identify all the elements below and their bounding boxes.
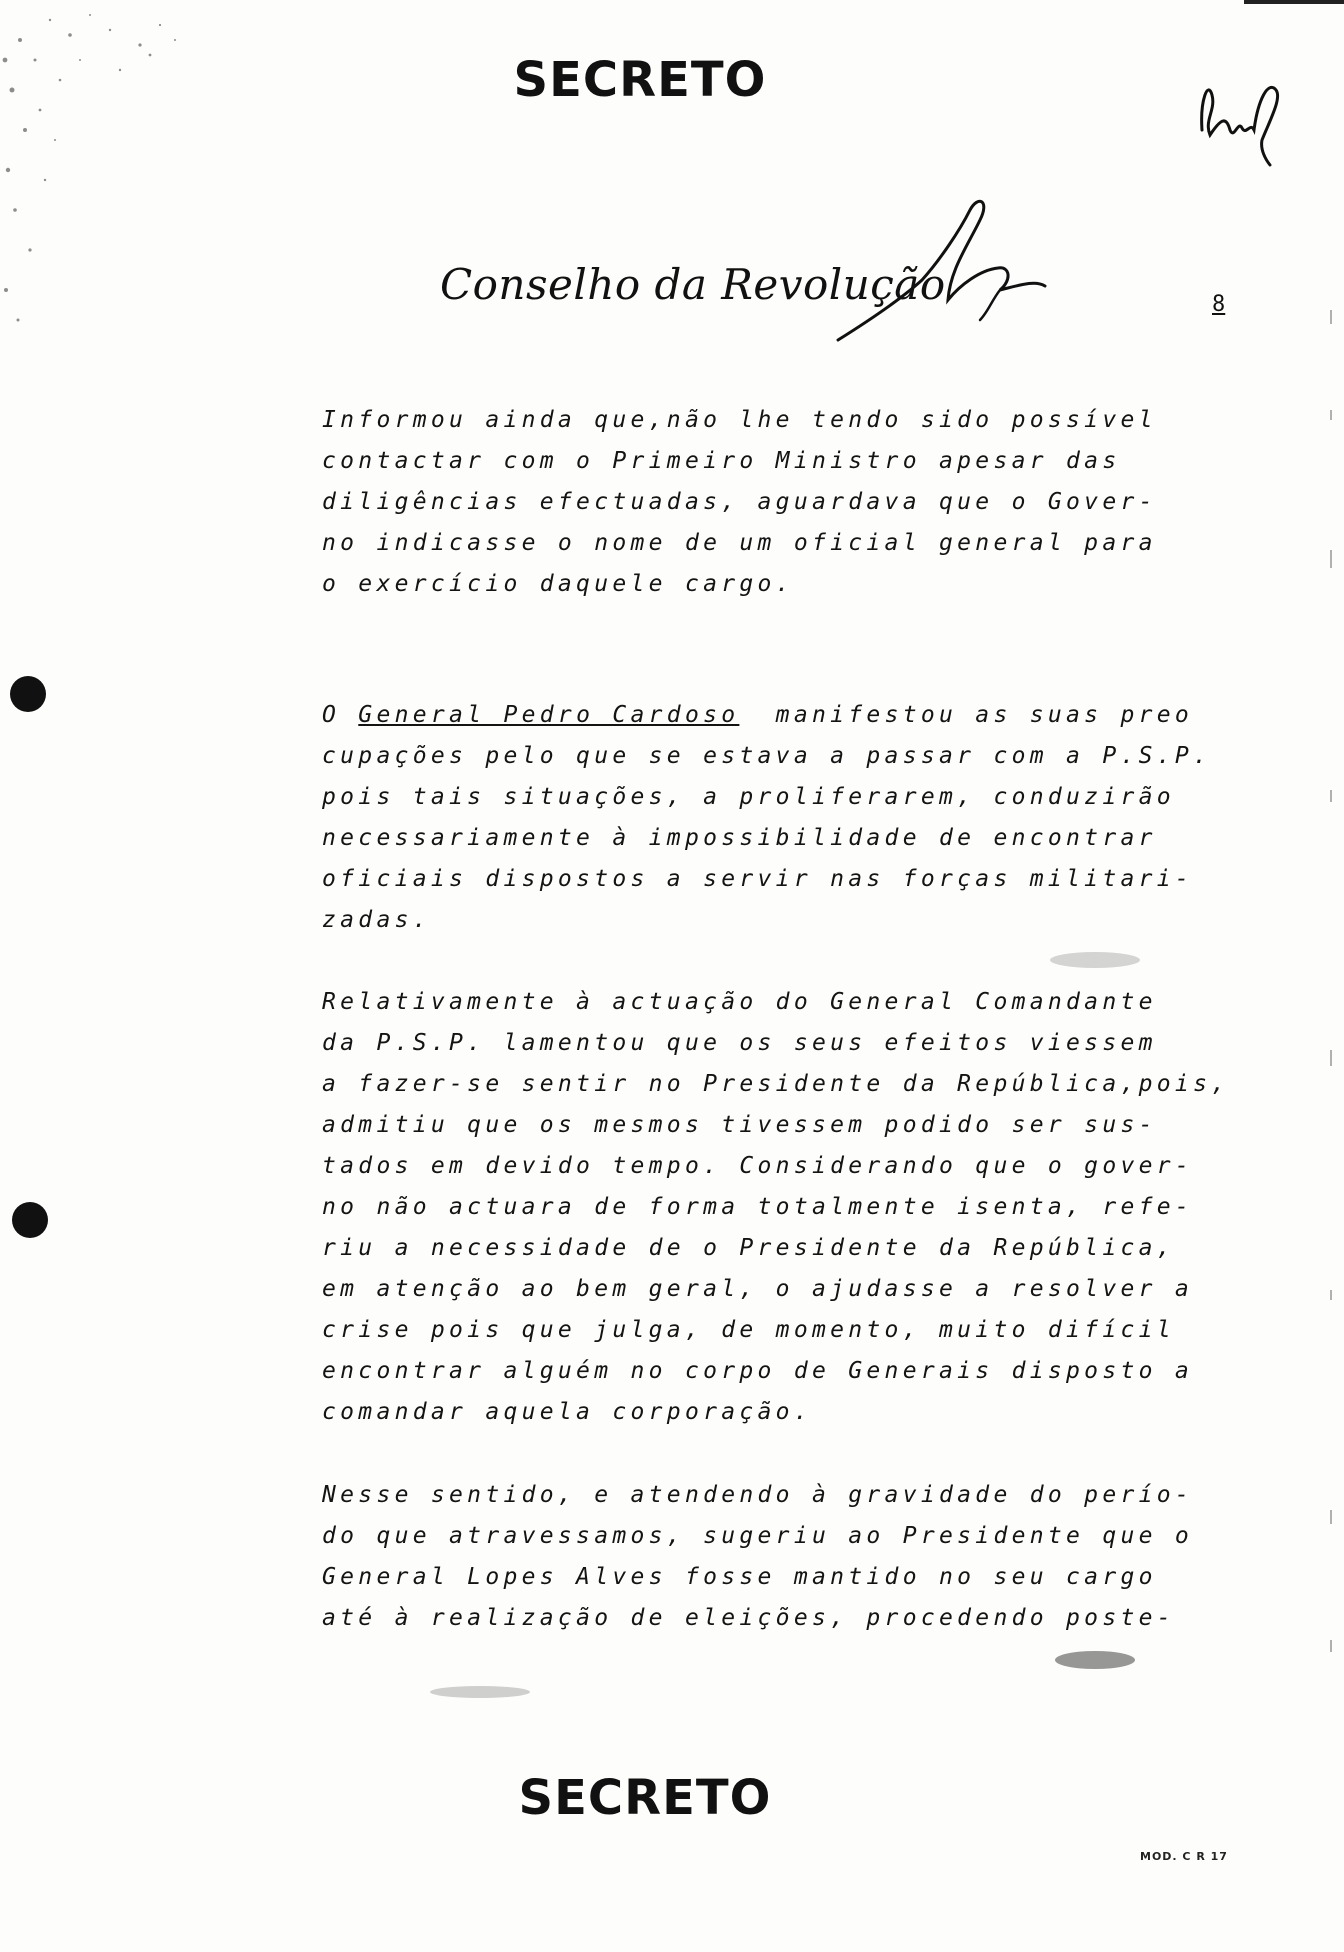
classification-header: SECRETO <box>513 52 767 108</box>
text-line: diligências efectuadas, aguardava que o Gover- <box>322 489 1157 515</box>
text-line: da P.S.P. lamentou que os seus efeitos viessem <box>322 1030 1157 1056</box>
classification-footer: SECRETO <box>518 1770 772 1826</box>
text-line: comandar aquela corporação. <box>322 1399 812 1425</box>
text-line: pois tais situações, a proliferarem, conduzirão <box>322 784 1175 810</box>
text-line: oficiais dispostos a servir nas forças militari- <box>322 866 1194 892</box>
punch-hole-icon <box>10 676 46 712</box>
top-edge-rule <box>1244 0 1344 4</box>
text-line: crise pois que julga, de momento, muito difícil <box>322 1317 1175 1343</box>
text-line: zadas. <box>322 907 431 933</box>
text-line: General Lopes Alves fosse mantido no seu cargo <box>322 1564 1157 1590</box>
text-line: Informou ainda que,não lhe tendo sido possível <box>322 407 1157 433</box>
lead-prefix: O <box>322 702 359 728</box>
ink-smudge <box>420 1680 540 1704</box>
ink-smudge <box>1040 945 1150 975</box>
page-number: 8 <box>1212 292 1226 317</box>
text-line: no não actuara de forma totalmente isenta, refe- <box>322 1194 1194 1220</box>
margin-scan-marks <box>1328 290 1336 1690</box>
text-line: tados em devido tempo. Considerando que o gover- <box>322 1153 1194 1179</box>
text-line: o exercício daquele cargo. <box>322 571 794 597</box>
text-line-lead <box>322 695 1194 736</box>
paragraph-2 <box>322 695 1212 941</box>
text-line: a fazer-se sentir no Presidente da República,pois, <box>322 1071 1230 1097</box>
text-line: do que atravessamos, sugeriu ao Presidente que o <box>322 1523 1194 1549</box>
form-code: MOD. C R 17 <box>1140 1850 1228 1863</box>
paragraph-3 <box>322 982 1230 1433</box>
text-line: em atenção ao bem geral, o ajudasse a resolver a <box>322 1276 1194 1302</box>
text-line: admitiu que os mesmos tivessem podido ser sus- <box>322 1112 1157 1138</box>
punch-hole-icon <box>12 1202 48 1238</box>
lead-suffix: manifestou as suas preo <box>739 702 1194 728</box>
paragraph-1 <box>322 400 1182 605</box>
text-line: Relativamente à actuação do General Comandante <box>322 989 1157 1015</box>
signature <box>830 190 1060 350</box>
text-line: riu a necessidade de o Presidente da República, <box>322 1235 1175 1261</box>
text-line: Nesse sentido, e atendendo à gravidade do perío- <box>322 1482 1194 1508</box>
text-line: no indicasse o nome de um oficial general para <box>322 530 1157 556</box>
underlined-name: General Pedro Cardoso <box>358 702 740 728</box>
handwritten-initials <box>1190 60 1300 170</box>
text-line: cupações pelo que se estava a passar com a P.S.P. <box>322 743 1212 769</box>
text-line: encontrar alguém no corpo de Generais disposto a <box>322 1358 1194 1384</box>
paragraph-4 <box>322 1475 1194 1639</box>
text-line: necessariamente à impossibilidade de encontrar <box>322 825 1157 851</box>
text-line: até à realização de eleições, procedendo poste- <box>322 1605 1175 1631</box>
ink-smudge <box>1040 1645 1150 1675</box>
text-line: contactar com o Primeiro Ministro apesar das <box>322 448 1121 474</box>
letterhead-title: Conselho da Revolução <box>440 260 946 309</box>
